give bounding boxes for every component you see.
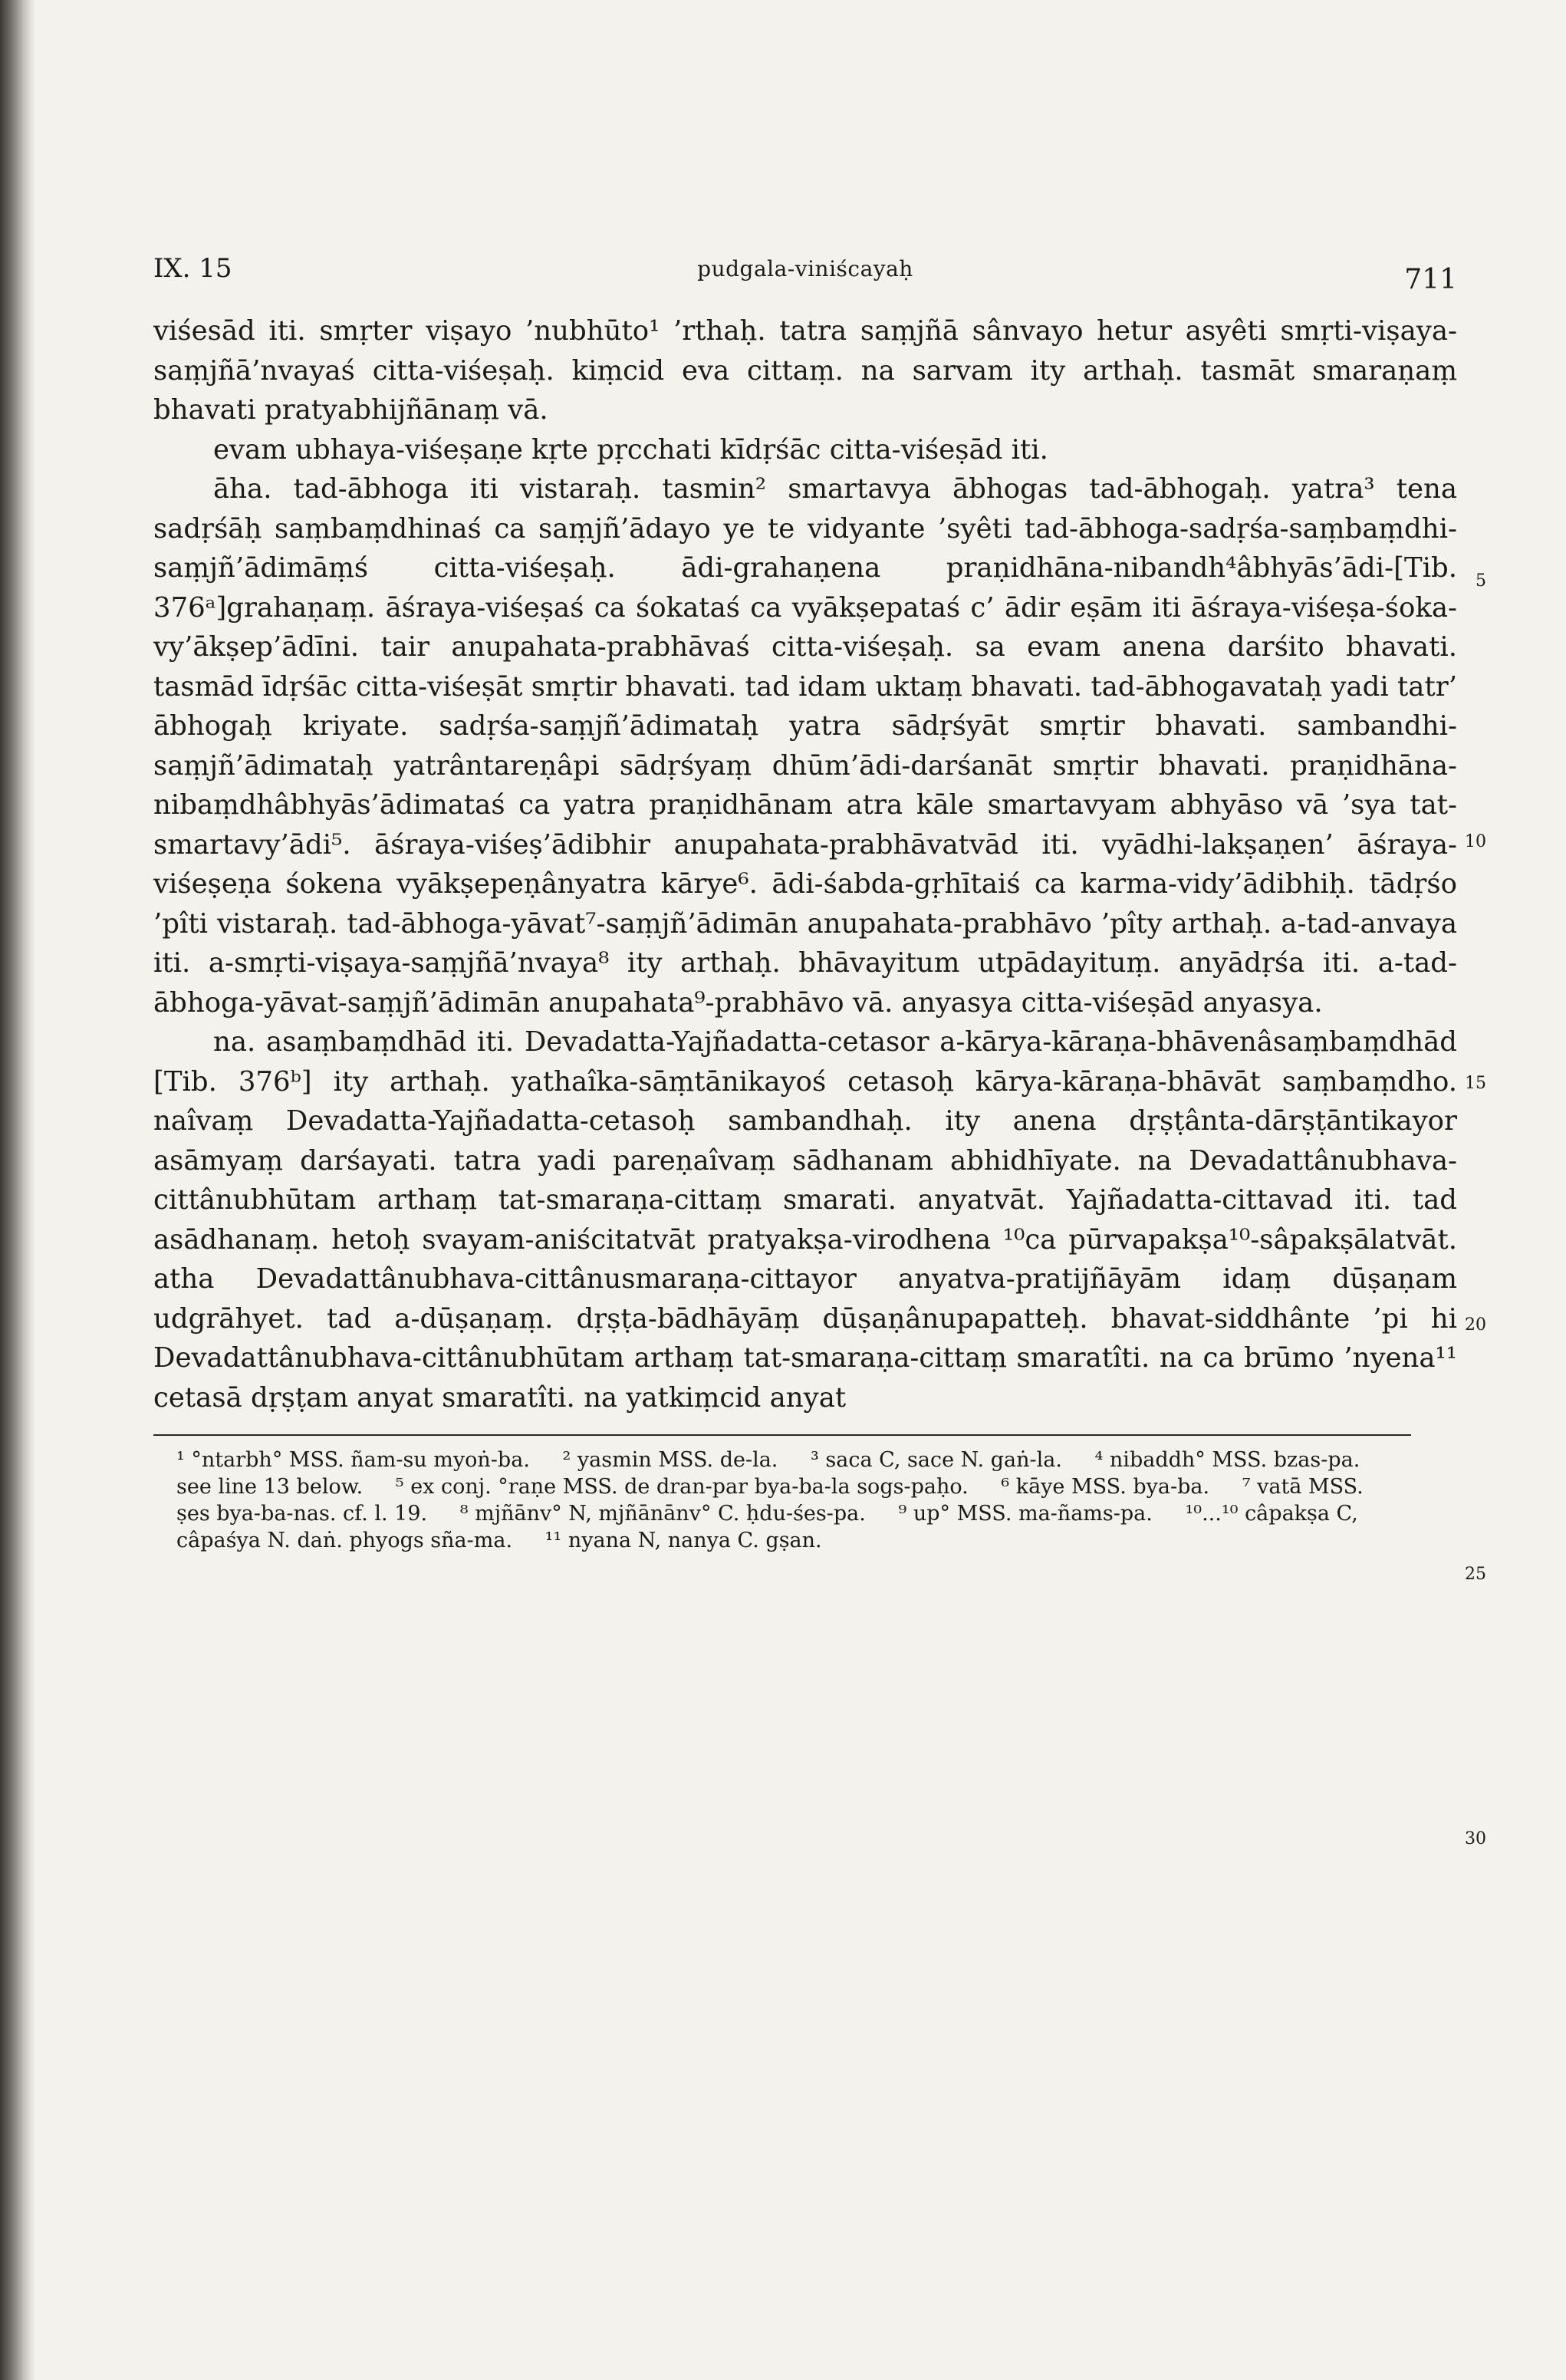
footnote: ⁹ up° MSS. ma-ñams-pa. xyxy=(898,1502,1153,1526)
footnote: ³ saca C, sace N. gaṅ-la. xyxy=(810,1448,1062,1472)
paragraph: āha. tad-ābhoga iti vistaraḥ. tasmin² smartavya ābhogas tad-ābhogaḥ. yatra³ tena sadṛśāḥ saṃbaṃdhinaś ca saṃjñ’ādayo ye te vidyante ’syêti tad-ābhoga-sadṛśa-saṃbaṃdhi-saṃjñ’ādimāṃś citta-viśeṣaḥ. ādi-grahaṇena praṇidhāna-nibandh⁴âbhyās’ādi-[Tib. 376ᵃ]grahaṇaṃ. āśraya-viśeṣaś ca śokataś ca vyākṣepataś c’ ādir eṣām iti āśraya-viśeṣa-śoka-vy’ākṣep’ādīni. tair anupahata-prabhāvaś citta-viśeṣaḥ. sa evam anena darśito bhavati. tasmād īdṛśāc citta-viśeṣāt smṛtir bhavati. tad idam uktaṃ bhavati. tad-ābhogavataḥ yadi tatr’ ābhogaḥ kriyate. sadṛśa-saṃjñ’ādimataḥ yatra sādṛśyāt smṛtir bhavati. sambandhi-saṃjñ’ādimataḥ yatrântareṇâpi sādṛśyaṃ dhūm’ādi-darśanāt smṛtir bhavati. praṇidhāna-nibaṃdhâbhyās’ādimataś ca yatra praṇidhānam atra kāle smartavyam abhyāso vā ’sya tat-smartavy’ādi⁵. āśraya-viśeṣ’ādibhir anupahata-prabhāvatvād iti. vyādhi-lakṣaṇen’ āśraya-viśeṣeṇa śokena vyākṣepeṇânyatra kārye⁶. ādi-śabda-gṛhītaiś ca karma-vidy’ādibhiḥ. tādṛśo ’pîti vistaraḥ. tad-ābhoga-yāvat⁷-saṃjñ’ādimān anupahata-prabhāvo ’pîty arthaḥ. a-tad-anvaya iti. a-smṛti-viṣaya-saṃjñā’nvaya⁸ ity arthaḥ. bhāvayitum utpādayituṃ. anyādṛśa iti. a-tad-ābhoga-yāvat-saṃjñ’ādimān anupahata⁹-prabhāvo vā. anyasya citta-viśeṣād anyasya. xyxy=(153,473,1457,1019)
line-number: 20 xyxy=(1465,1315,1486,1335)
running-header xyxy=(153,230,1457,299)
footnote: ⁸ mjñānv° N, mjñānānv° C. ḥdu-śes-pa. xyxy=(459,1502,866,1526)
line-number: 25 xyxy=(1465,1565,1486,1584)
main-text xyxy=(153,311,1457,1417)
page-number: 711 xyxy=(1404,264,1457,295)
footnote: ⁵ ex conj. °raṇe MSS. de dran-par bya-ba-la sogs-paḥo. xyxy=(395,1475,969,1499)
footnote: ¹ °ntarbh° MSS. ñam-su myoṅ-ba. xyxy=(176,1448,530,1472)
footnote: ² yasmin MSS. de-la. xyxy=(562,1448,778,1472)
book-binding-shadow xyxy=(0,0,35,2380)
footnote: ⁷ vatā MSS. ṣes bya-ba-nas. cf. l. 19. xyxy=(176,1475,1364,1526)
line-number: 5 xyxy=(1476,571,1486,591)
line-number: 15 xyxy=(1465,1074,1486,1093)
footnote: ⁴ nibaddh° MSS. bzas-pa. see line 13 below. xyxy=(176,1448,1360,1499)
footnote: ¹⁰...¹⁰ câpakṣa C, câpaśya N. daṅ. phyogs sña-ma. xyxy=(176,1502,1358,1552)
footnotes xyxy=(153,1447,1457,1554)
paragraph: evam ubhaya-viśeṣaṇe kṛte pṛcchati kīdṛśāc citta-viśeṣād iti. xyxy=(213,433,1048,466)
running-title: pudgala-viniścayaḥ xyxy=(697,256,913,281)
section-number: IX. 15 xyxy=(153,253,232,284)
footnote-rule xyxy=(153,1434,1411,1436)
footnote: ⁶ kāye MSS. bya-ba. xyxy=(1001,1475,1210,1499)
page xyxy=(153,230,1457,1554)
paragraph: na. asaṃbaṃdhād iti. Devadatta-Yajñadatta-cetasor a-kārya-kāraṇa-bhāvenâsaṃbaṃdhād [Tib. 376ᵇ] ity arthaḥ. yathaîka-sāṃtānikayoś cetasoḥ kārya-kāraṇa-bhāvāt saṃbaṃdho. naîvaṃ Devadatta-Yajñadatta-cetasoḥ sambandhaḥ. ity anena dṛṣṭânta-dārṣṭāntikayor asāmyaṃ darśayati. tatra yadi pareṇaîvaṃ sādhanam abhidhīyate. na Devadattânubhava-cittânubhūtam arthaṃ tat-smaraṇa-cittaṃ smarati. anyatvāt. Yajñadatta-cittavad iti. tad asādhanaṃ. hetoḥ svayam-aniścitatvāt pratyakṣa-virodhena ¹⁰ca pūrvapakṣa¹⁰-sâpakṣālatvāt. atha Devadattânubhava-cittânusmaraṇa-cittayor anyatva-pratijñāyām idaṃ dūṣaṇam udgrāhyet. tad a-dūṣaṇaṃ. dṛṣṭa-bādhāyāṃ dūṣaṇânupapatteḥ. bhavat-siddhânte ’pi hi Devadattânubhava-cittânubhūtam arthaṃ tat-smaraṇa-cittaṃ smaratîti. na ca brūmo ’nyena¹¹ cetasā dṛṣṭam anyat smaratîti. na yatkiṃcid anyat xyxy=(153,1026,1457,1414)
paragraph: viśesād iti. smṛter viṣayo ’nubhūto¹ ’rthaḥ. tatra saṃjñā sânvayo hetur asyêti smṛti-viṣaya-saṃjñā’nvayaś citta-viśeṣaḥ. kiṃcid eva cittaṃ. na sarvam ity arthaḥ. tasmāt smaraṇaṃ bhavati pratyabhijñānaṃ vā. xyxy=(153,315,1457,426)
line-number: 30 xyxy=(1465,1829,1486,1848)
line-number: 10 xyxy=(1465,832,1486,851)
footnote: ¹¹ nyana N, nanya C. gṣan. xyxy=(544,1529,822,1552)
